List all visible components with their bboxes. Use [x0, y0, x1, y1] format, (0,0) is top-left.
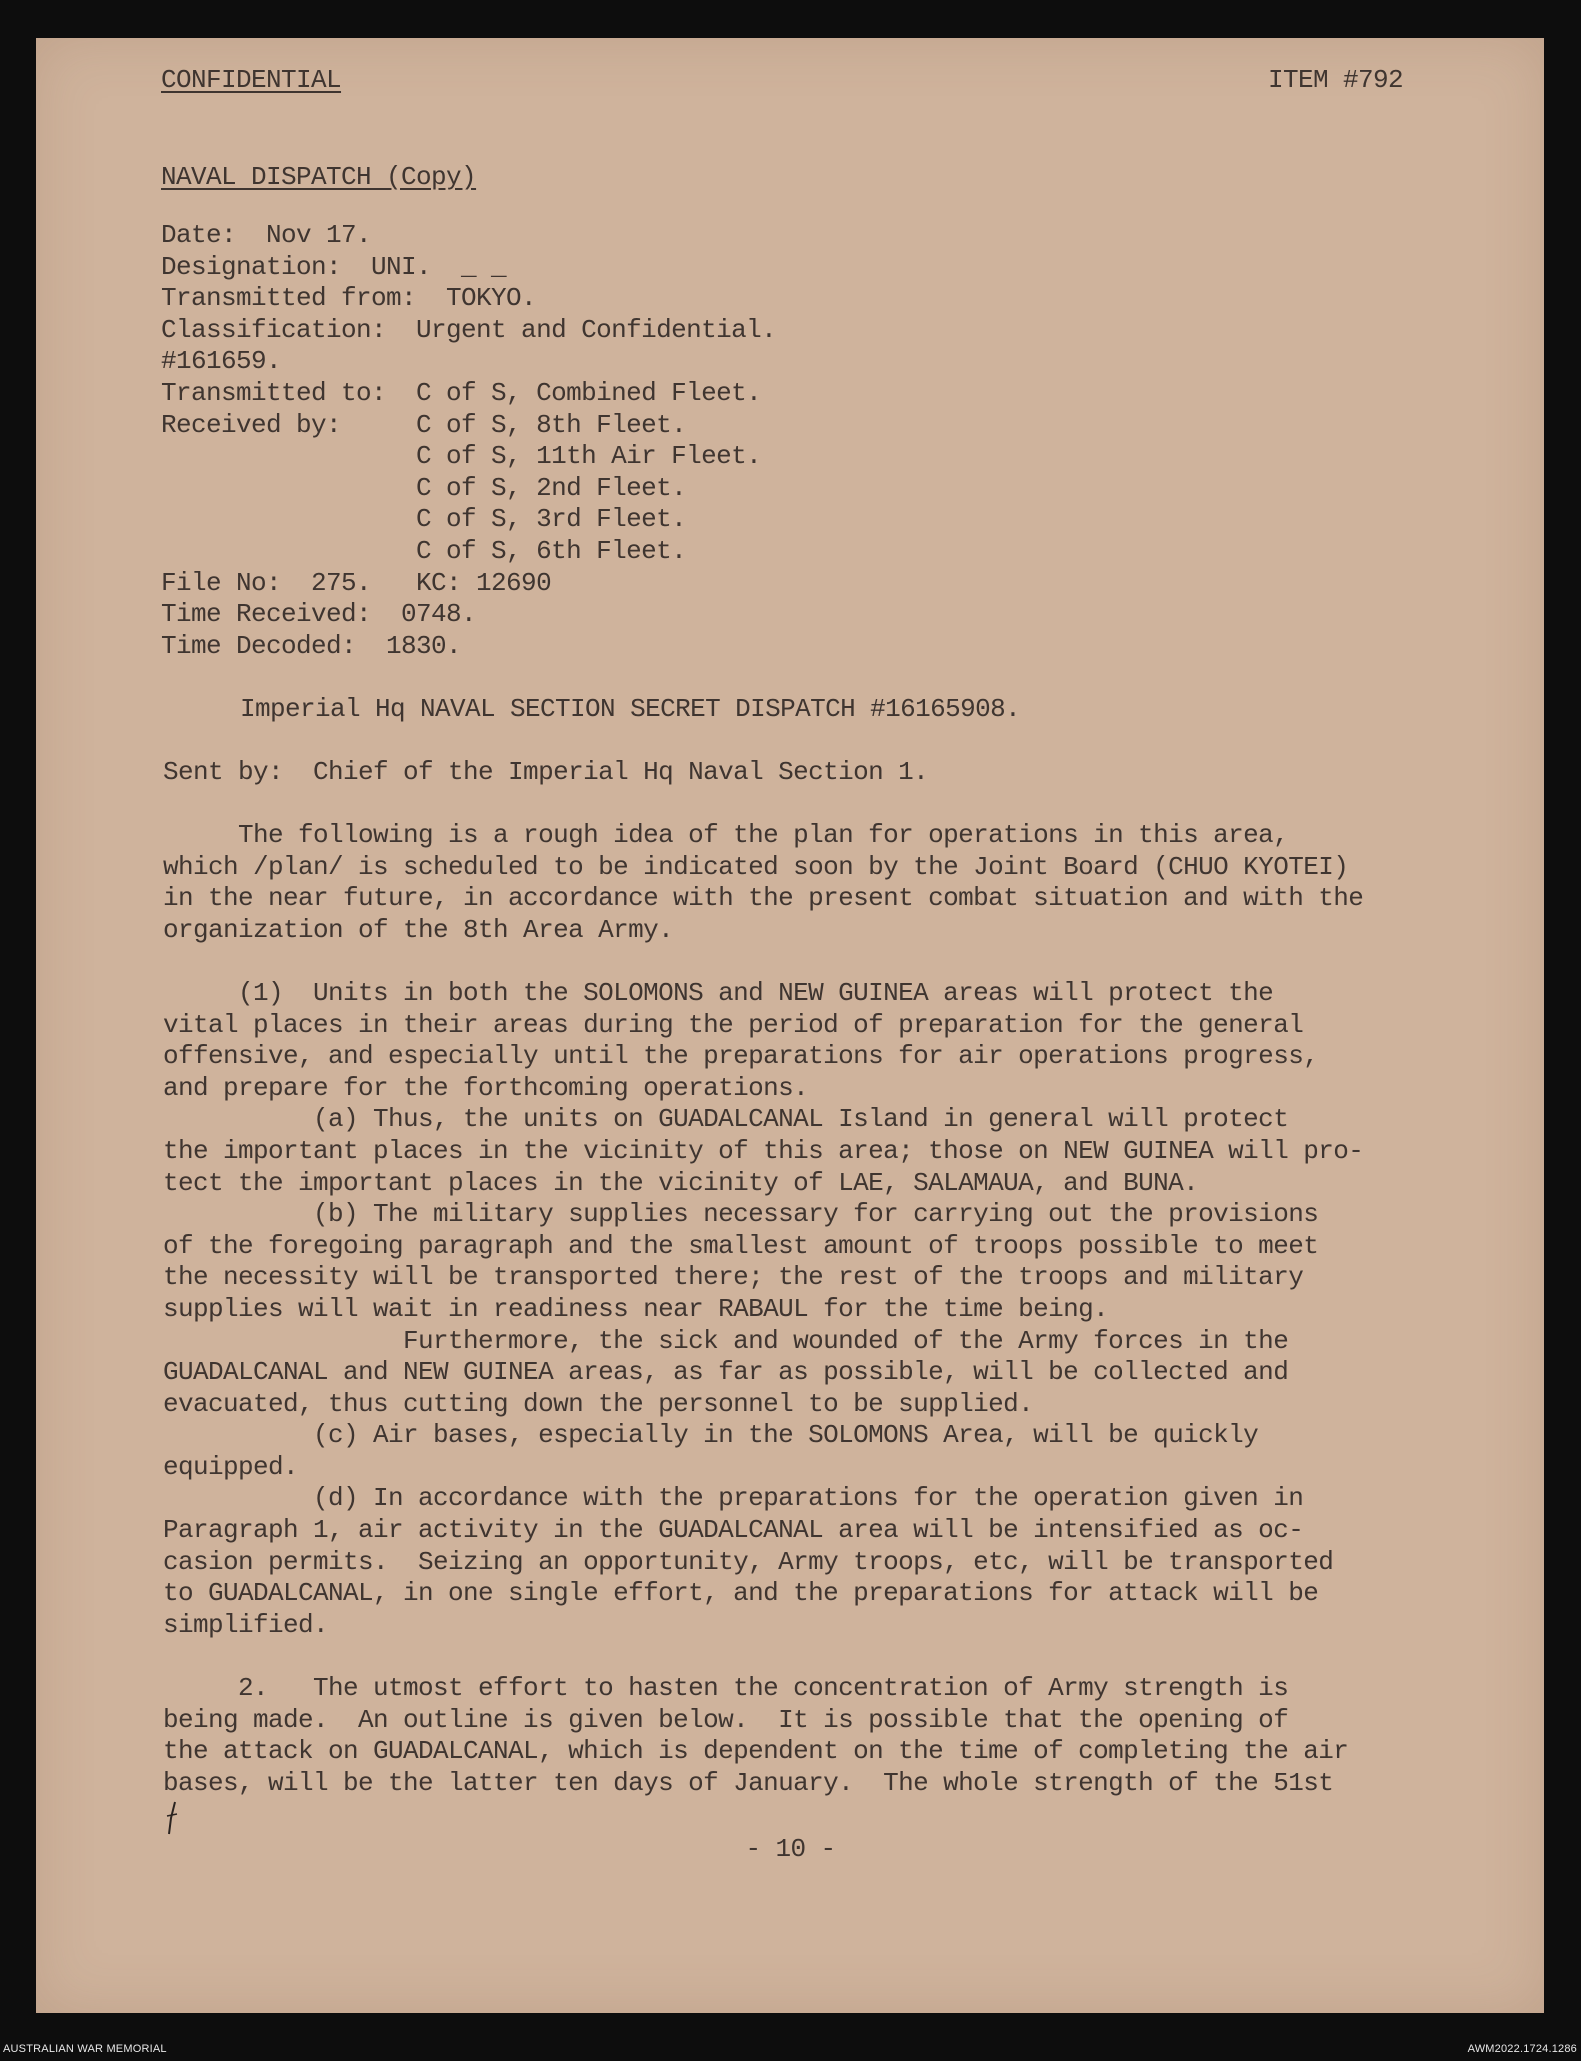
body-text-line: organization of the 8th Area Army. — [163, 914, 674, 945]
archive-reference: AWM2022.1724.1286 — [1467, 2043, 1577, 2055]
body-text-line: the attack on GUADALCANAL, which is dependent on the time of completing the air — [163, 1736, 1349, 1767]
body-text-line: (a) Thus, the units on GUADALCANAL Island in general will protect — [163, 1104, 1289, 1135]
body-text-line: (c) Air bases, especially in the SOLOMONS Area, will be quickly — [163, 1420, 1259, 1451]
body-text-line: evacuated, thus cutting down the personnel to be supplied. — [163, 1388, 1034, 1419]
dispatch-field-line: C of S, 11th Air Fleet. — [161, 441, 762, 472]
dispatch-field-line: Designation: UNI. _ _ — [161, 251, 507, 282]
dispatch-field-line: C of S, 3rd Fleet. — [161, 504, 687, 535]
dispatch-field-line: C of S, 2nd Fleet. — [161, 472, 687, 503]
body-text-line: simplified. — [163, 1609, 329, 1640]
dispatch-field-line: Time Received: 0748. — [161, 599, 477, 630]
body-text-line: the necessity will be transported there; the rest of the troops and military — [163, 1262, 1304, 1293]
body-text-line: (d) In accordance with the preparations for the operation given in — [163, 1483, 1304, 1514]
dispatch-field-line: File No: 275. KC: 12690 — [161, 567, 552, 598]
archive-credit: AUSTRALIAN WAR MEMORIAL — [3, 2043, 167, 2055]
body-text-line: tect the important places in the vicinity of LAE, SALAMAUA, and BUNA. — [163, 1167, 1199, 1198]
page-number: - 10 - — [745, 1834, 836, 1864]
dispatch-field-line: C of S, 6th Fleet. — [161, 535, 687, 566]
body-text-line: of the foregoing paragraph and the smallest amount of troops possible to meet — [163, 1230, 1319, 1261]
body-text-line: in the near future, in accordance with the present combat situation and with the — [163, 883, 1364, 914]
classification-header: CONFIDENTIAL — [161, 65, 342, 95]
body-text-line: vital places in their areas during the period of preparation for the general — [163, 1009, 1304, 1040]
dispatch-body — [163, 820, 1363, 1799]
body-text-line: 2. The utmost effort to hasten the concentration of Army strength is — [163, 1673, 1289, 1704]
body-text-line: being made. An outline is given below. It is possible that the opening of — [163, 1704, 1289, 1735]
body-text-line: supplies will wait in readiness near RABAUL for the time being. — [163, 1293, 1109, 1324]
item-number: ITEM #792 — [1267, 65, 1403, 95]
dispatch-heading: Imperial Hq NAVAL SECTION SECRET DISPATCH #16165908. — [240, 694, 1021, 724]
body-text-line: Furthermore, the sick and wounded of the Army forces in the — [163, 1325, 1289, 1356]
dispatch-field-line: Transmitted from: TOKYO. — [161, 283, 537, 314]
body-text-line: the important places in the vicinity of this area; those on NEW GUINEA will pro- — [163, 1135, 1364, 1166]
body-text-line: The following is a rough idea of the plan for operations in this area, — [163, 820, 1289, 850]
body-text-line: (1) Units in both the SOLOMONS and NEW GUINEA areas will protect the — [163, 977, 1274, 1008]
body-text-line — [163, 946, 1363, 978]
dispatch-field-line: Transmitted to: C of S, Combined Fleet. — [161, 377, 762, 408]
body-text-line: casion permits. Seizing an opportunity, Army troops, etc, will be transported — [163, 1546, 1334, 1577]
body-text-line: Paragraph 1, air activity in the GUADALCANAL area will be intensified as oc- — [163, 1515, 1304, 1546]
body-text-line: which /plan/ is scheduled to be indicated soon by the Joint Board (CHUO KYOTEI) — [163, 851, 1349, 882]
body-text-line — [163, 1641, 1363, 1673]
body-text-line: offensive, and especially until the preparations for air operations progress, — [163, 1041, 1319, 1072]
sent-by-line: Sent by: Chief of the Imperial Hq Naval Section 1. — [163, 757, 929, 787]
dispatch-fields — [161, 220, 776, 662]
body-text-line: (b) The military supplies necessary for carrying out the provisions — [163, 1199, 1319, 1230]
body-text-line: equipped. — [163, 1451, 299, 1482]
dispatch-field-line: Received by: C of S, 8th Fleet. — [161, 409, 687, 440]
body-text-line: and prepare for the forthcoming operations. — [163, 1072, 809, 1103]
dispatch-field-line: #161659. — [161, 346, 282, 377]
dispatch-field-line: Classification: Urgent and Confidential. — [161, 314, 777, 345]
body-text-line: GUADALCANAL and NEW GUINEA areas, as far as possible, will be collected and — [163, 1357, 1289, 1388]
document-title: NAVAL DISPATCH (Copy) — [161, 162, 477, 192]
dispatch-field-line: Date: Nov 17. — [161, 220, 372, 250]
pencil-mark-icon — [165, 1800, 179, 1836]
dispatch-field-line: Time Decoded: 1830. — [161, 630, 462, 661]
body-text-line: to GUADALCANAL, in one single effort, and the preparations for attack will be — [163, 1578, 1319, 1609]
body-text-line: bases, will be the latter ten days of January. The whole strength of the 51st — [163, 1767, 1334, 1798]
